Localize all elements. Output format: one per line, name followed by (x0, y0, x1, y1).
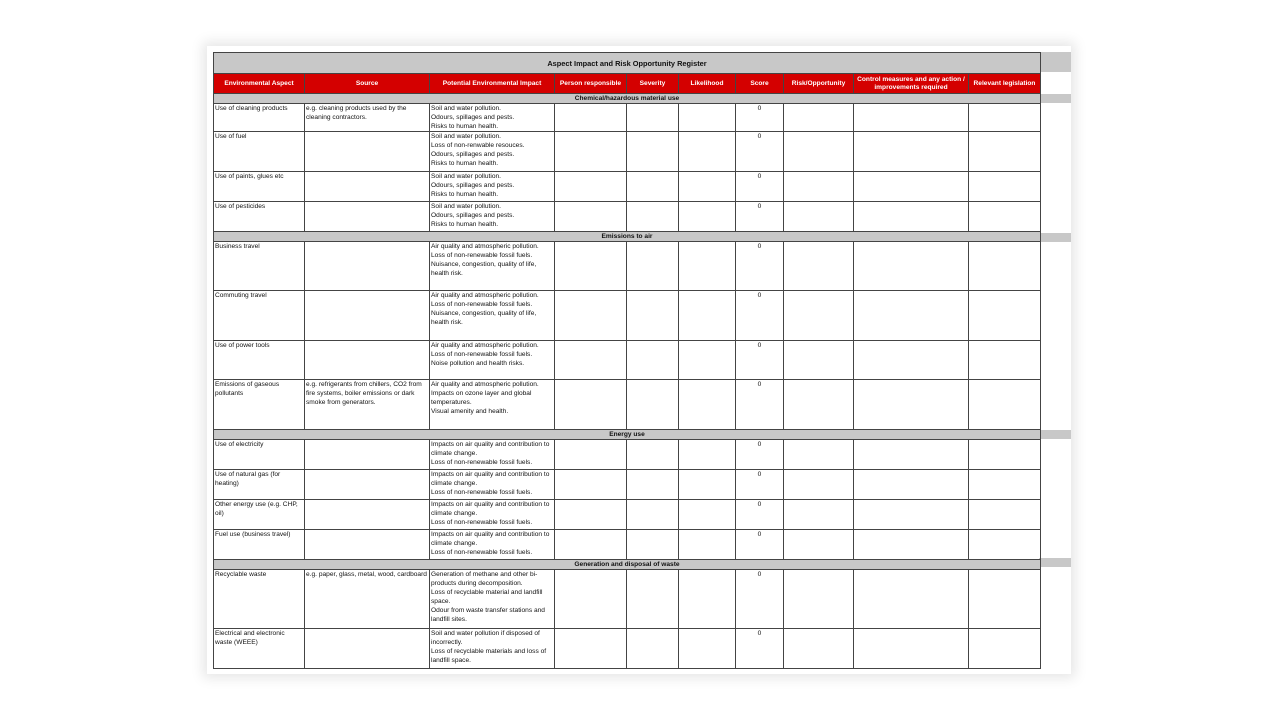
legislation-cell[interactable] (969, 132, 1041, 172)
likelihood-cell[interactable] (679, 132, 736, 172)
person-responsible-cell[interactable] (555, 242, 627, 291)
impact-cell[interactable]: Air quality and atmospheric pollution. Impacts on ozone layer and global temperatures. Visual amenity and health. (430, 380, 555, 430)
table-row (214, 202, 1041, 232)
legislation-cell[interactable] (969, 500, 1041, 530)
column-header[interactable]: Environmental Aspect (214, 74, 305, 94)
likelihood-cell[interactable] (679, 440, 736, 470)
aspect-cell[interactable]: Use of paints, glues etc (214, 172, 305, 202)
risk-opportunity-cell[interactable] (784, 530, 854, 560)
column-header[interactable]: Person responsible (555, 74, 627, 94)
likelihood-cell[interactable] (679, 172, 736, 202)
likelihood-cell[interactable] (679, 242, 736, 291)
score-cell[interactable]: 0 (736, 500, 784, 530)
risk-opportunity-cell[interactable] (784, 104, 854, 132)
impact-cell[interactable]: Air quality and atmospheric pollution. Loss of non-renewable fossil fuels. Noise pollution and health risks. (430, 341, 555, 380)
control-measures-cell[interactable] (854, 470, 969, 500)
score-cell[interactable]: 0 (736, 242, 784, 291)
legislation-cell[interactable] (969, 291, 1041, 341)
person-responsible-cell[interactable] (555, 202, 627, 232)
source-cell[interactable]: e.g. refrigerants from chillers, CO2 from fire systems, boiler emissions or dark smoke from generators. (305, 380, 430, 430)
likelihood-cell[interactable] (679, 500, 736, 530)
impact-cell[interactable]: Air quality and atmospheric pollution. Loss of non-renewable fossil fuels. Nuisance, congestion, quality of life, health risk. (430, 291, 555, 341)
aspect-cell[interactable]: Emissions of gaseous pollutants (214, 380, 305, 430)
risk-opportunity-cell[interactable] (784, 341, 854, 380)
column-header[interactable]: Potential Environmental Impact (430, 74, 555, 94)
impact-cell[interactable]: Soil and water pollution. Odours, spillages and pests. Risks to human health. (430, 172, 555, 202)
score-cell[interactable]: 0 (736, 380, 784, 430)
control-measures-cell[interactable] (854, 629, 969, 669)
severity-cell[interactable] (627, 291, 679, 341)
risk-opportunity-cell[interactable] (784, 242, 854, 291)
source-cell[interactable] (305, 172, 430, 202)
source-cell[interactable] (305, 202, 430, 232)
impact-cell[interactable]: Impacts on air quality and contribution to climate change. Loss of non-renewable fossil fuels. (430, 530, 555, 560)
severity-cell[interactable] (627, 629, 679, 669)
likelihood-cell[interactable] (679, 341, 736, 380)
section-header[interactable]: Generation and disposal of waste (214, 560, 1041, 570)
risk-opportunity-cell[interactable] (784, 570, 854, 629)
control-measures-cell[interactable] (854, 500, 969, 530)
source-cell[interactable] (305, 242, 430, 291)
person-responsible-cell[interactable] (555, 104, 627, 132)
impact-cell[interactable]: Soil and water pollution if disposed of incorrectly. Loss of recyclable materials and loss of landfill space. (430, 629, 555, 669)
aspect-cell[interactable]: Electrical and electronic waste (WEEE) (214, 629, 305, 669)
table-row (214, 341, 1041, 380)
source-cell[interactable]: e.g. cleaning products used by the cleaning contractors. (305, 104, 430, 132)
aspect-cell[interactable]: Use of fuel (214, 132, 305, 172)
control-measures-cell[interactable] (854, 104, 969, 132)
section-header[interactable]: Emissions to air (214, 232, 1041, 242)
register-table (213, 52, 1041, 669)
legislation-cell[interactable] (969, 440, 1041, 470)
control-measures-cell[interactable] (854, 172, 969, 202)
column-header[interactable]: Relevant legislation (969, 74, 1041, 94)
strip-section-fill (1039, 430, 1071, 439)
score-cell[interactable]: 0 (736, 202, 784, 232)
impact-cell[interactable]: Generation of methane and other bi-products during decomposition. Loss of recyclable material and landfill space. Odour from waste transfer stations and landfill sites. (430, 570, 555, 629)
person-responsible-cell[interactable] (555, 132, 627, 172)
risk-opportunity-cell[interactable] (784, 172, 854, 202)
risk-opportunity-cell[interactable] (784, 380, 854, 430)
table-row (214, 470, 1041, 500)
table-row (214, 104, 1041, 132)
likelihood-cell[interactable] (679, 530, 736, 560)
score-cell[interactable]: 0 (736, 570, 784, 629)
severity-cell[interactable] (627, 440, 679, 470)
table-row (214, 570, 1041, 629)
control-measures-cell[interactable] (854, 341, 969, 380)
legislation-cell[interactable] (969, 202, 1041, 232)
source-cell[interactable]: e.g. paper, glass, metal, wood, cardboard (305, 570, 430, 629)
legislation-cell[interactable] (969, 470, 1041, 500)
strip-section-fill (1039, 94, 1071, 103)
severity-cell[interactable] (627, 172, 679, 202)
control-measures-cell[interactable] (854, 380, 969, 430)
section-header[interactable]: Chemical/hazardous material use (214, 94, 1041, 104)
aspect-cell[interactable]: Use of electricity (214, 440, 305, 470)
source-cell[interactable] (305, 132, 430, 172)
likelihood-cell[interactable] (679, 202, 736, 232)
legislation-cell[interactable] (969, 172, 1041, 202)
source-cell[interactable] (305, 500, 430, 530)
person-responsible-cell[interactable] (555, 341, 627, 380)
source-cell[interactable] (305, 440, 430, 470)
control-measures-cell[interactable] (854, 530, 969, 560)
source-cell[interactable] (305, 470, 430, 500)
table-row (214, 132, 1041, 172)
score-cell[interactable]: 0 (736, 341, 784, 380)
strip-section-fill (1039, 233, 1071, 242)
strip-section-fill (1039, 558, 1071, 567)
aspect-cell[interactable]: Recyclable waste (214, 570, 305, 629)
person-responsible-cell[interactable] (555, 380, 627, 430)
table-row (214, 440, 1041, 470)
risk-opportunity-cell[interactable] (784, 202, 854, 232)
impact-cell[interactable]: Impacts on air quality and contribution to climate change. Loss of non-renewable fossil fuels. (430, 500, 555, 530)
register-title[interactable]: Aspect Impact and Risk Opportunity Register (214, 53, 1041, 74)
person-responsible-cell[interactable] (555, 470, 627, 500)
severity-cell[interactable] (627, 341, 679, 380)
risk-opportunity-cell[interactable] (784, 291, 854, 341)
score-cell[interactable]: 0 (736, 629, 784, 669)
aspect-cell[interactable]: Use of cleaning products (214, 104, 305, 132)
column-header[interactable]: Source (305, 74, 430, 94)
control-measures-cell[interactable] (854, 291, 969, 341)
column-header[interactable]: Score (736, 74, 784, 94)
aspect-cell[interactable]: Use of power tools (214, 341, 305, 380)
adjacent-column-strip (1039, 46, 1071, 674)
risk-opportunity-cell[interactable] (784, 629, 854, 669)
column-header[interactable]: Control measures and any action / improvements required (854, 74, 969, 94)
severity-cell[interactable] (627, 570, 679, 629)
legislation-cell[interactable] (969, 341, 1041, 380)
risk-opportunity-cell[interactable] (784, 470, 854, 500)
person-responsible-cell[interactable] (555, 440, 627, 470)
legislation-cell[interactable] (969, 530, 1041, 560)
score-cell[interactable]: 0 (736, 530, 784, 560)
severity-cell[interactable] (627, 132, 679, 172)
legislation-cell[interactable] (969, 629, 1041, 669)
score-cell[interactable]: 0 (736, 132, 784, 172)
strip-title-fill (1039, 52, 1071, 72)
control-measures-cell[interactable] (854, 440, 969, 470)
likelihood-cell[interactable] (679, 570, 736, 629)
legislation-cell[interactable] (969, 380, 1041, 430)
legislation-cell[interactable] (969, 104, 1041, 132)
impact-cell[interactable]: Impacts on air quality and contribution to climate change. Loss of non-renewable fossil fuels. (430, 470, 555, 500)
table-row (214, 500, 1041, 530)
severity-cell[interactable] (627, 202, 679, 232)
table-row (214, 629, 1041, 669)
score-cell[interactable]: 0 (736, 470, 784, 500)
column-header[interactable]: Severity (627, 74, 679, 94)
person-responsible-cell[interactable] (555, 291, 627, 341)
source-cell[interactable] (305, 530, 430, 560)
aspect-cell[interactable]: Use of natural gas (for heating) (214, 470, 305, 500)
source-cell[interactable] (305, 341, 430, 380)
table-row (214, 530, 1041, 560)
risk-opportunity-cell[interactable] (784, 500, 854, 530)
table-row (214, 242, 1041, 291)
severity-cell[interactable] (627, 500, 679, 530)
spreadsheet-page (207, 46, 1071, 674)
control-measures-cell[interactable] (854, 202, 969, 232)
aspect-cell[interactable]: Business travel (214, 242, 305, 291)
impact-cell[interactable]: Soil and water pollution. Odours, spillages and pests. Risks to human health. (430, 202, 555, 232)
column-header[interactable]: Likelihood (679, 74, 736, 94)
severity-cell[interactable] (627, 104, 679, 132)
table-row (214, 291, 1041, 341)
likelihood-cell[interactable] (679, 291, 736, 341)
impact-cell[interactable]: Soil and water pollution. Loss of non-renwable resouces. Odours, spillages and pests. Risks to human health. (430, 132, 555, 172)
person-responsible-cell[interactable] (555, 530, 627, 560)
table-row (214, 380, 1041, 430)
table-row (214, 172, 1041, 202)
aspect-cell[interactable]: Commuting travel (214, 291, 305, 341)
likelihood-cell[interactable] (679, 470, 736, 500)
person-responsible-cell[interactable] (555, 500, 627, 530)
likelihood-cell[interactable] (679, 380, 736, 430)
control-measures-cell[interactable] (854, 242, 969, 291)
severity-cell[interactable] (627, 242, 679, 291)
source-cell[interactable] (305, 629, 430, 669)
risk-opportunity-cell[interactable] (784, 132, 854, 172)
impact-cell[interactable]: Soil and water pollution. Odours, spillages and pests. Risks to human health. (430, 104, 555, 132)
legislation-cell[interactable] (969, 242, 1041, 291)
control-measures-cell[interactable] (854, 132, 969, 172)
severity-cell[interactable] (627, 530, 679, 560)
source-cell[interactable] (305, 291, 430, 341)
person-responsible-cell[interactable] (555, 172, 627, 202)
impact-cell[interactable]: Air quality and atmospheric pollution. Loss of non-renewable fossil fuels. Nuisance, congestion, quality of life, health risk. (430, 242, 555, 291)
person-responsible-cell[interactable] (555, 570, 627, 629)
aspect-cell[interactable]: Use of pesticides (214, 202, 305, 232)
aspect-cell[interactable]: Other energy use (e.g. CHP, oil) (214, 500, 305, 530)
score-cell[interactable]: 0 (736, 440, 784, 470)
severity-cell[interactable] (627, 380, 679, 430)
score-cell[interactable]: 0 (736, 104, 784, 132)
likelihood-cell[interactable] (679, 629, 736, 669)
score-cell[interactable]: 0 (736, 172, 784, 202)
risk-opportunity-cell[interactable] (784, 440, 854, 470)
impact-cell[interactable]: Impacts on air quality and contribution to climate change. Loss of non-renewable fossil fuels. (430, 440, 555, 470)
control-measures-cell[interactable] (854, 570, 969, 629)
legislation-cell[interactable] (969, 570, 1041, 629)
person-responsible-cell[interactable] (555, 629, 627, 669)
score-cell[interactable]: 0 (736, 291, 784, 341)
aspect-cell[interactable]: Fuel use (business travel) (214, 530, 305, 560)
section-header[interactable]: Energy use (214, 430, 1041, 440)
likelihood-cell[interactable] (679, 104, 736, 132)
severity-cell[interactable] (627, 470, 679, 500)
column-header[interactable]: Risk/Opportunity (784, 74, 854, 94)
